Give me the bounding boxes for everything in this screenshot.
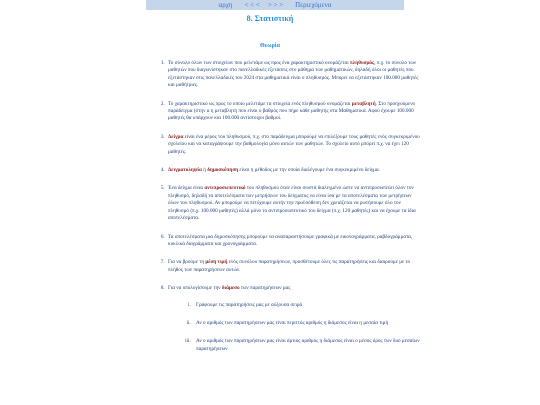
median-steps-list xyxy=(168,302,422,354)
item-text: ενός συνόλου παρατηρήσεων, προσθέτουμε όλες τις παρατηρήσεις και διαιρούμε με το πλήθος των παρατηρήσεων αυτών. xyxy=(168,259,411,273)
item-text: Το χαρακτηριστικό ως προς το οποίο μελετάμε τα στοιχεία ενός πληθυσμού ονομάζεται xyxy=(168,100,352,107)
item-text: Το σύνολο όλων των στοιχείων που μελετάμε ως προς ένα χαρακτηριστικό ονομάζεται xyxy=(168,60,350,66)
item-text: , π.χ. το σύνολο των μαθητών που διαγωνίστηκαν στο πανελλαδικές εξετάσεις στο μάθημα των μαθηματικών, δηλαδή όλοι οι μαθητές που εξετάστηκαν στις πανελλαδικές του 2024 στα μαθηματικά είναι ο πληθυσμός. Μπορεί να εξετάστηκαν 100.000 μαθητές και μαθήτριες. xyxy=(168,60,419,89)
key-term: αντιπροσωπευτικό xyxy=(204,185,246,192)
key-term: Δείγμα xyxy=(168,133,184,140)
item-text: του πληθυσμού όταν είναι σωστά διαλεγμένο ώστε να αντιπροσωπεύει όλον τον πληθυσμό, δηλαδή τα αποτελέσματα των μετρήσεων του δείγματος να είναι ίσα με τα αποτελέσματα των μετρήσεων όλων του πληθυσμού. Αν μπορούμε να πετύχουμε αυτήν την προϋπόθεση δεν χρειάζεται να ρωτήσουμε όλο τον πληθυσμό (π.χ. 100.000 μαθητές) αλλά μόνο το αντιπροσωπευτικό του δείγμα (π.χ. 120 μαθητές) και να έχουμε τα ίδια αποτελέσματα. xyxy=(168,185,416,222)
item-text: . Στο προηγούμενο παράδειγμα (στην α η μεταβλητή που είναι ο βαθμός που πήρε κάθε μαθητής στα Μαθηματικά. Αφού έχουμε 100.000 μαθητές θα υπάρχουν και 100.000 αντίστοιχοι βαθμοί. xyxy=(168,100,416,122)
item-text: Ένα δείγμα είναι xyxy=(168,185,205,192)
item-text: είναι ένα μέρος του πληθυσμού, π.χ. στο παράδειγμα μπορούμε να επιλέξουμε τους μαθητές ενός συγκεκριμένου σχολείου και να καταγράψουμε την βαθμολογία μόνο αυτών των μαθητών. Το σχολείο αυτό μπορεί π.χ. να έχει 120 μαθητές. xyxy=(168,133,420,155)
home-link[interactable]: αρχη xyxy=(218,1,233,9)
list-item xyxy=(166,134,422,156)
key-term: μέση τιμή xyxy=(205,259,228,266)
item-text: είναι η μέθοδος με την οποία διαλέγουμε ένα συγκεκριμένο δείγμα. xyxy=(238,167,380,174)
theory-list xyxy=(149,60,422,364)
list-item xyxy=(166,60,422,90)
list-item xyxy=(166,234,422,249)
section-title: Θεωρία xyxy=(259,43,281,49)
key-term: Δειγματοληψία xyxy=(168,167,202,174)
contents-link[interactable]: Περιεχόμενα xyxy=(295,1,332,9)
item-text: ή xyxy=(201,167,208,174)
list-item xyxy=(166,101,422,123)
list-item xyxy=(166,185,422,222)
key-term: μεταβλητή xyxy=(351,100,376,107)
item-text: Για να υπολογίσουμε την xyxy=(168,285,222,292)
list-item xyxy=(166,167,422,174)
key-term: πληθυσμός xyxy=(349,60,375,66)
key-term: διάμεσο xyxy=(221,285,240,292)
top-navigation-bar xyxy=(146,0,404,10)
item-text: Τα αποτελέσματα μια δημοσκόπησης μπορούμε να αναπαραστήσουμε γραφικά με εικονογράμματα, ραβδογράμματα, κυκλικά διαγράμματα και χρονογράμματα. xyxy=(168,233,413,247)
sub-list-item: i. Γράφουμε τις παρατηρήσεις μας με αύξουσα σειρά xyxy=(192,302,422,309)
item-text: Για να βρούμε τη xyxy=(168,259,206,266)
sub-list-item: ii. Αν ο αριθμός των παρατηρήσεων μας είναι περιττός αριθμός η διάμεσος είναι η μεσαία τιμή xyxy=(192,320,422,327)
next-link[interactable]: > > > xyxy=(267,1,284,9)
previous-link[interactable]: < < < xyxy=(244,1,260,9)
list-item xyxy=(166,259,422,274)
chapter-title: 8. Στατιστική xyxy=(246,14,294,23)
key-term: δημοσκόπηση xyxy=(207,167,239,174)
item-text: των παρατηρήσεων μας xyxy=(239,285,291,292)
list-item xyxy=(166,285,422,353)
sub-list-item: iii. Αν ο αριθμός των παρατηρήσεων μας είναι άρτιος αριθμός η διάμεσος είναι ο μέσος όρος των δυο μεσαίων παρατηρήσεων xyxy=(192,338,422,353)
